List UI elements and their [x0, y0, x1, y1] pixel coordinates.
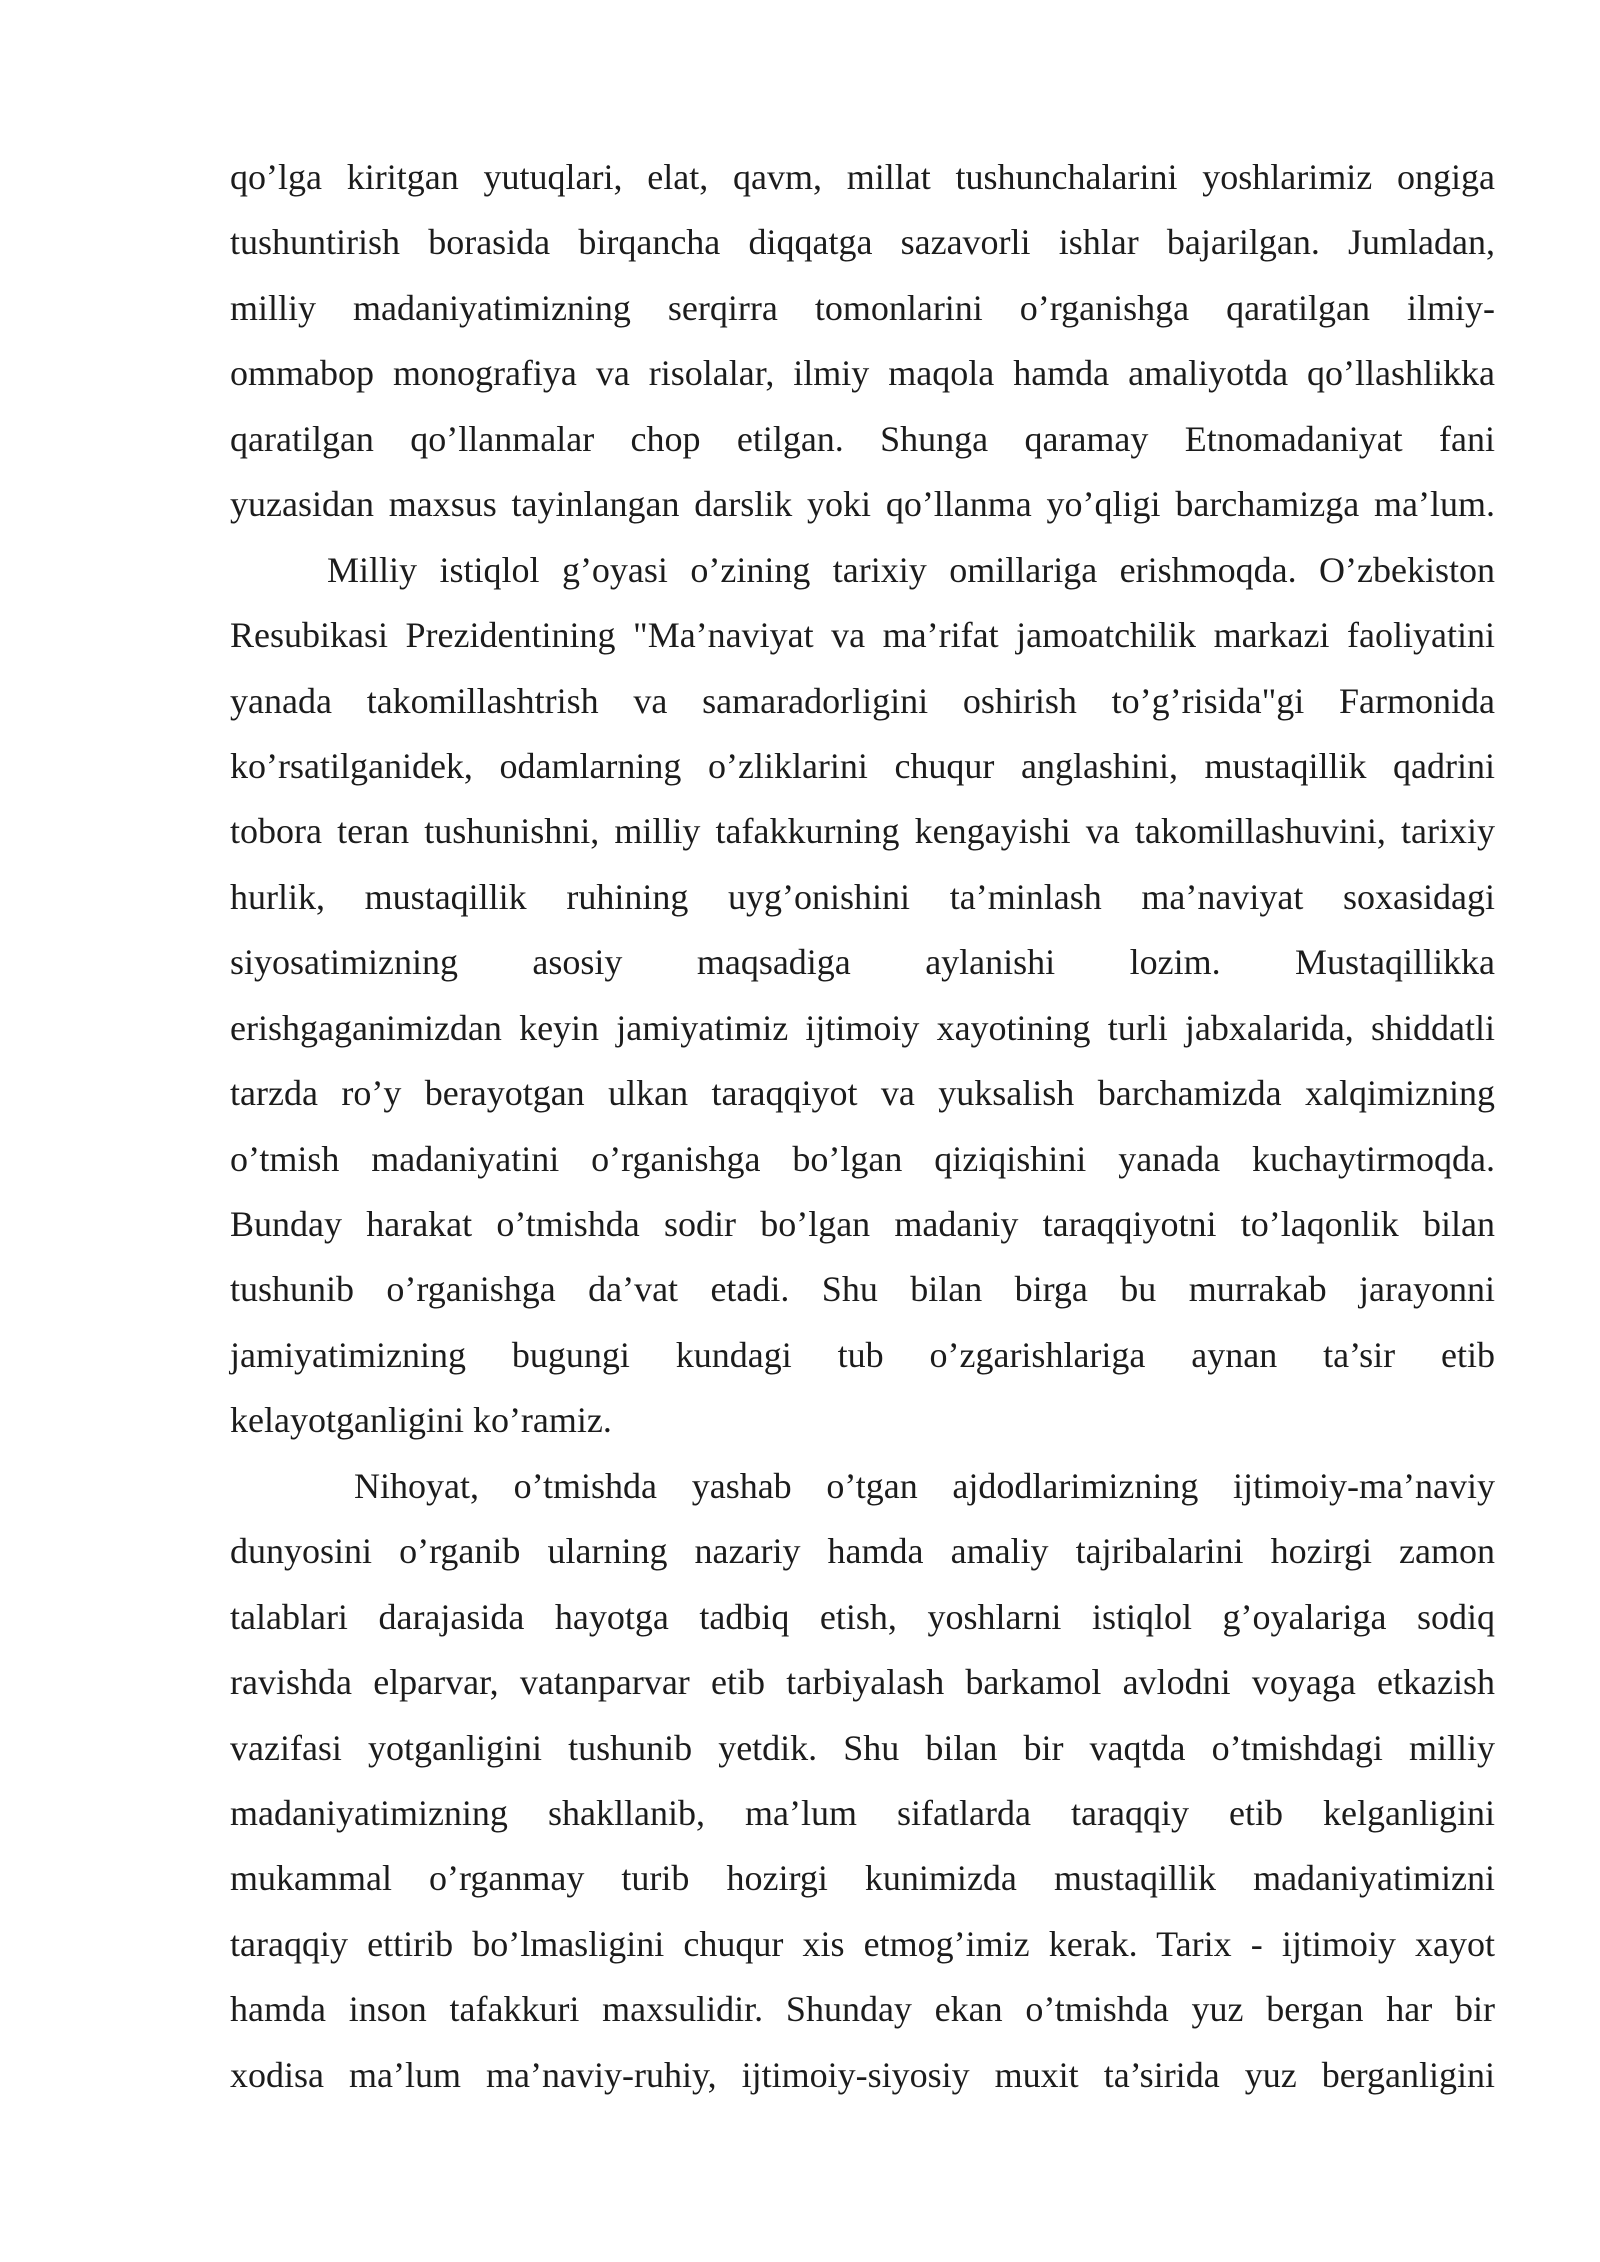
text-line: vazifasi yotganligini tushunib yetdik. Shu bilan bir vaqtda o’tmishdagi milliy [230, 1727, 1495, 1768]
text-line: Resubikasi Prezidentining "Ma’naviyat va ma’rifat jamoatchilik markazi faoliyatini [230, 615, 1495, 656]
text-line: dunyosini o’rganib ularning nazariy hamda amaliy tajribalarini hozirgi zamon [230, 1531, 1495, 1572]
text-line: milliy madaniyatimizning serqirra tomonlarini o’rganishga qaratilgan ilmiy- [230, 287, 1495, 328]
text-line: erishgaganimizdan keyin jamiyatimiz ijtimoiy xayotining turli jabxalarida, shiddatli [230, 1007, 1495, 1048]
text-line: Bunday harakat o’tmishda sodir bo’lgan madaniy taraqqiyotni to’laqonlik bilan [230, 1204, 1495, 1244]
text-line: qaratilgan qo’llanmalar chop etilgan. Shunga qaramay Etnomadaniyat fani [230, 418, 1495, 459]
text-line: ko’rsatilganidek, odamlarning o’zliklarini chuqur anglashini, mustaqillik qadrini [230, 745, 1495, 786]
text-line: tobora teran tushunishni, milliy tafakkurning kengayishi va takomillashuvini, tarixiy [230, 811, 1495, 852]
text-line: hamda inson tafakkuri maxsulidir. Shunday ekan o’tmishda yuz bergan har bir [230, 1989, 1495, 2030]
paragraph [230, 1454, 1495, 2108]
text-line: yuzasidan maxsus tayinlangan darslik yoki qo’llanma yo’qligi barchamizga ma’lum. [230, 484, 1495, 525]
text-line: o’tmish madaniyatini o’rganishga bo’lgan qiziqishini yanada kuchaytirmoqda. [230, 1138, 1495, 1179]
text-line: siyosatimizning asosiy maqsadiga aylanishi lozim. Mustaqillikka [230, 942, 1495, 983]
text-line: qo’lga kiritgan yutuqlari, elat, qavm, millat tushunchalarini yoshlarimiz ongiga [230, 157, 1495, 197]
text-line: tushunib o’rganishga da’vat etadi. Shu bilan birga bu murrakab jarayonni [230, 1269, 1495, 1310]
text-line: xodisa ma’lum ma’naviy-ruhiy, ijtimoiy-siyosiy muxit ta’sirida yuz berganligini [230, 2054, 1495, 2095]
text-line: Milliy istiqlol g’oyasi o’zining tarixiy omillariga erishmoqda. O’zbekiston [327, 549, 1495, 590]
body-text [230, 145, 1495, 2108]
text-line: ommabop monografiya va risolalar, ilmiy maqola hamda amaliyotda qo’llashlikka [230, 353, 1495, 394]
paragraph [230, 538, 1495, 1454]
text-line: tarzda ro’y berayotgan ulkan taraqqiyot va yuksalish barchamizda xalqimizning [230, 1073, 1495, 1114]
text-line: tushuntirish borasida birqancha diqqatga sazavorli ishlar bajarilgan. Jumladan, [230, 222, 1495, 263]
text-line: taraqqiy ettirib bo’lmasligini chuqur xis etmog’imiz kerak. Tarix - ijtimoiy xayot [230, 1923, 1495, 1964]
text-line: Nihoyat, o’tmishda yashab o’tgan ajdodlarimizning ijtimoiy-ma’naviy [354, 1465, 1495, 1506]
text-line: talablari darajasida hayotga tadbiq etish, yoshlarni istiqlol g’oyalariga sodiq [230, 1596, 1495, 1637]
text-line: jamiyatimizning bugungi kundagi tub o’zgarishlariga aynan ta’sir etib [230, 1334, 1495, 1375]
text-line: mukammal o’rganmay turib hozirgi kunimizda mustaqillik madaniyatimizni [230, 1858, 1495, 1899]
text-line: kelayotganligini ko’ramiz. [230, 1400, 612, 1441]
text-line: ravishda elparvar, vatanparvar etib tarbiyalash barkamol avlodni voyaga etkazish [230, 1662, 1495, 1703]
paragraph [230, 145, 1495, 538]
text-line: hurlik, mustaqillik ruhining uyg’onishini ta’minlash ma’naviyat soxasidagi [230, 876, 1495, 917]
text-line: madaniyatimizning shakllanib, ma’lum sifatlarda taraqqiy etib kelganligini [230, 1792, 1495, 1833]
text-line: yanada takomillashtrish va samaradorligini oshirish to’g’risida"gi Farmonida [230, 680, 1495, 721]
